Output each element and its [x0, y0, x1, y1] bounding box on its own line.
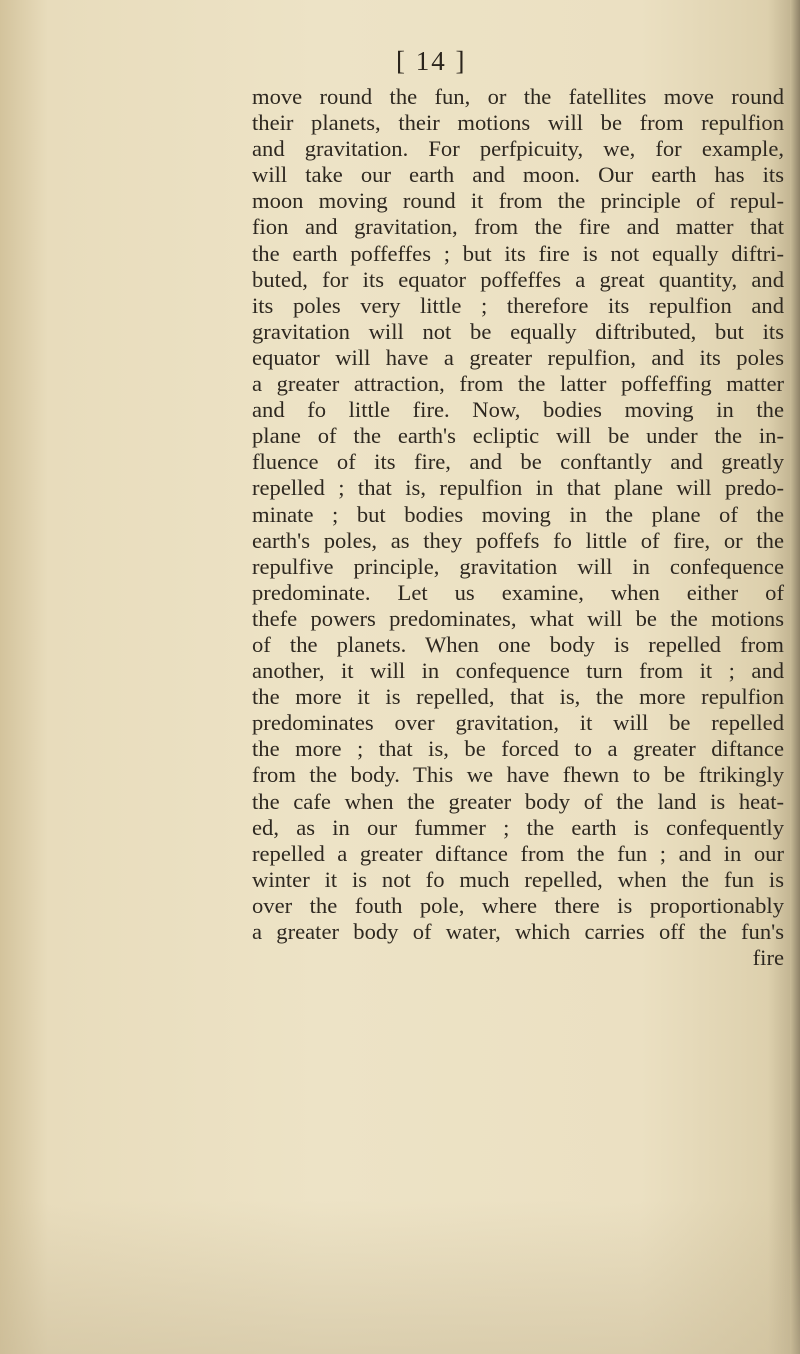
text-line: move round the fun, or the fatellites move round — [252, 84, 784, 109]
text-line: predominate. Let us examine, when either of — [252, 579, 784, 605]
text-line: thefe powers predominates, what will be the motions — [252, 605, 784, 631]
text-line: their planets, their motions will be from repulfion — [252, 110, 784, 136]
text-line: and gravitation. For perfpicuity, we, for example, — [252, 136, 784, 162]
body-text — [252, 84, 784, 971]
text-line: gravitation will not be equally diftributed, but its — [252, 318, 784, 344]
text-line: earth's poles, as they poffefs fo little of fire, or the — [252, 527, 784, 553]
text-line: repelled a greater diftance from the fun ; and in our — [252, 840, 784, 866]
text-line: from the body. This we have fhewn to be ftrikingly — [252, 762, 784, 788]
text-line: predominates over gravitation, it will be repelled — [252, 710, 784, 736]
text-line: of the planets. When one body is repelled from — [252, 631, 784, 657]
text-line: the more it is repelled, that is, the more repulfion — [252, 684, 784, 710]
text-line: will take our earth and moon. Our earth has its — [252, 162, 784, 188]
text-line: buted, for its equator poffeffes a great quantity, and — [252, 266, 784, 292]
text-line: the cafe when the greater body of the land is heat- — [252, 788, 784, 814]
text-line: winter it is not fo much repelled, when the fun is — [252, 866, 784, 892]
text-line: another, it will in confequence turn from it ; and — [252, 658, 784, 684]
text-line: its poles very little ; therefore its repulfion and — [252, 292, 784, 318]
text-line: the more ; that is, be forced to a greater diftance — [252, 736, 784, 762]
page-number-header: [ 14 ] — [396, 46, 467, 76]
text-line: fluence of its fire, and be conftantly and greatly — [252, 449, 784, 475]
text-line: over the fouth pole, where there is proportionably — [252, 892, 784, 918]
text-line: plane of the earth's ecliptic will be under the in- — [252, 423, 784, 449]
text-line: repulfive principle, gravitation will in confequence — [252, 553, 784, 579]
text-line: minate ; but bodies moving in the plane of the — [252, 501, 784, 527]
text-line: equator will have a greater repulfion, and its poles — [252, 344, 784, 370]
text-line: the earth poffeffes ; but its fire is not equally diftri- — [252, 240, 784, 266]
text-line: and fo little fire. Now, bodies moving in the — [252, 397, 784, 423]
page-stain — [0, 1200, 800, 1354]
text-line: a greater body of water, which carries off the fun's — [252, 919, 784, 944]
page-edge — [790, 0, 800, 1354]
text-line: repelled ; that is, repulfion in that plane will predo- — [252, 475, 784, 501]
text-line: ed, as in our fummer ; the earth is confequently — [252, 814, 784, 840]
catchword: fire — [752, 945, 784, 971]
text-line: fion and gravitation, from the fire and matter that — [252, 214, 784, 240]
text-line: a greater attraction, from the latter poffeffing matter — [252, 371, 784, 397]
text-line: moon moving round it from the principle of repul- — [252, 188, 784, 214]
